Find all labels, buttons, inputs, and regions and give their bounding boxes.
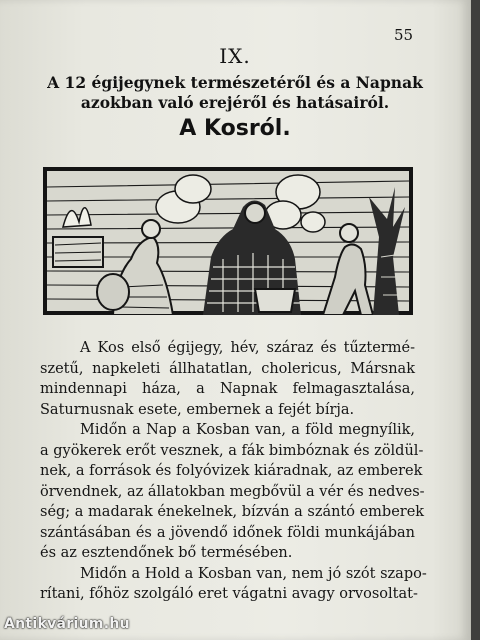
body-line: Saturnusnak esete, embernek a fejét bírja. [40,401,355,418]
body-line: szetű, napkeleti állhatatlan, cholericus, Mársnak [40,360,415,377]
woodcut-image [43,167,413,315]
body-line: rítani, főhöz szolgáló eret vágatni avagy orvosoltat- [40,586,418,602]
section-subtitle: A Kosról. [179,116,291,141]
woodcut-illustration [43,167,413,315]
body-line: A Kos első égijegy, hév, száraz és tűztermé- [80,340,415,356]
body-line: mindennapi háza, a Napnak felmagasztalása, [40,381,415,397]
body-line: és az esztendőnek bő termésében. [40,545,293,561]
body-text [40,338,427,605]
page-number: 55 [394,26,414,44]
body-line: nek, a források és folyóvizek kiáradnak, az emberek [40,463,423,479]
body-line: örvendnek, az állatokban megbővül a vér és nedves- [40,483,425,500]
body-line: Midőn a Nap a Kosban van, a föld megnyílik, [80,422,415,438]
watermark: Antikvárium.hu [4,616,130,632]
chapter-heading-line-1: A 12 égijegynek természetéről és a Napnak [47,73,423,92]
body-line: ség; a madarak énekelnek, bízván a szántó emberek [40,504,425,520]
body-line: Midőn a Hold a Kosban van, nem jó szót szapo- [80,565,427,582]
body-line: a gyökerek erőt vesznek, a fák bimbóznak és zöldül- [40,442,424,459]
chapter-number: IX. [219,44,251,68]
body-line: szántásában és a jövendő időnek földi munkájában [40,524,415,541]
chapter-heading-line-2: azokban való erejéről és hatásairól. [80,93,390,112]
